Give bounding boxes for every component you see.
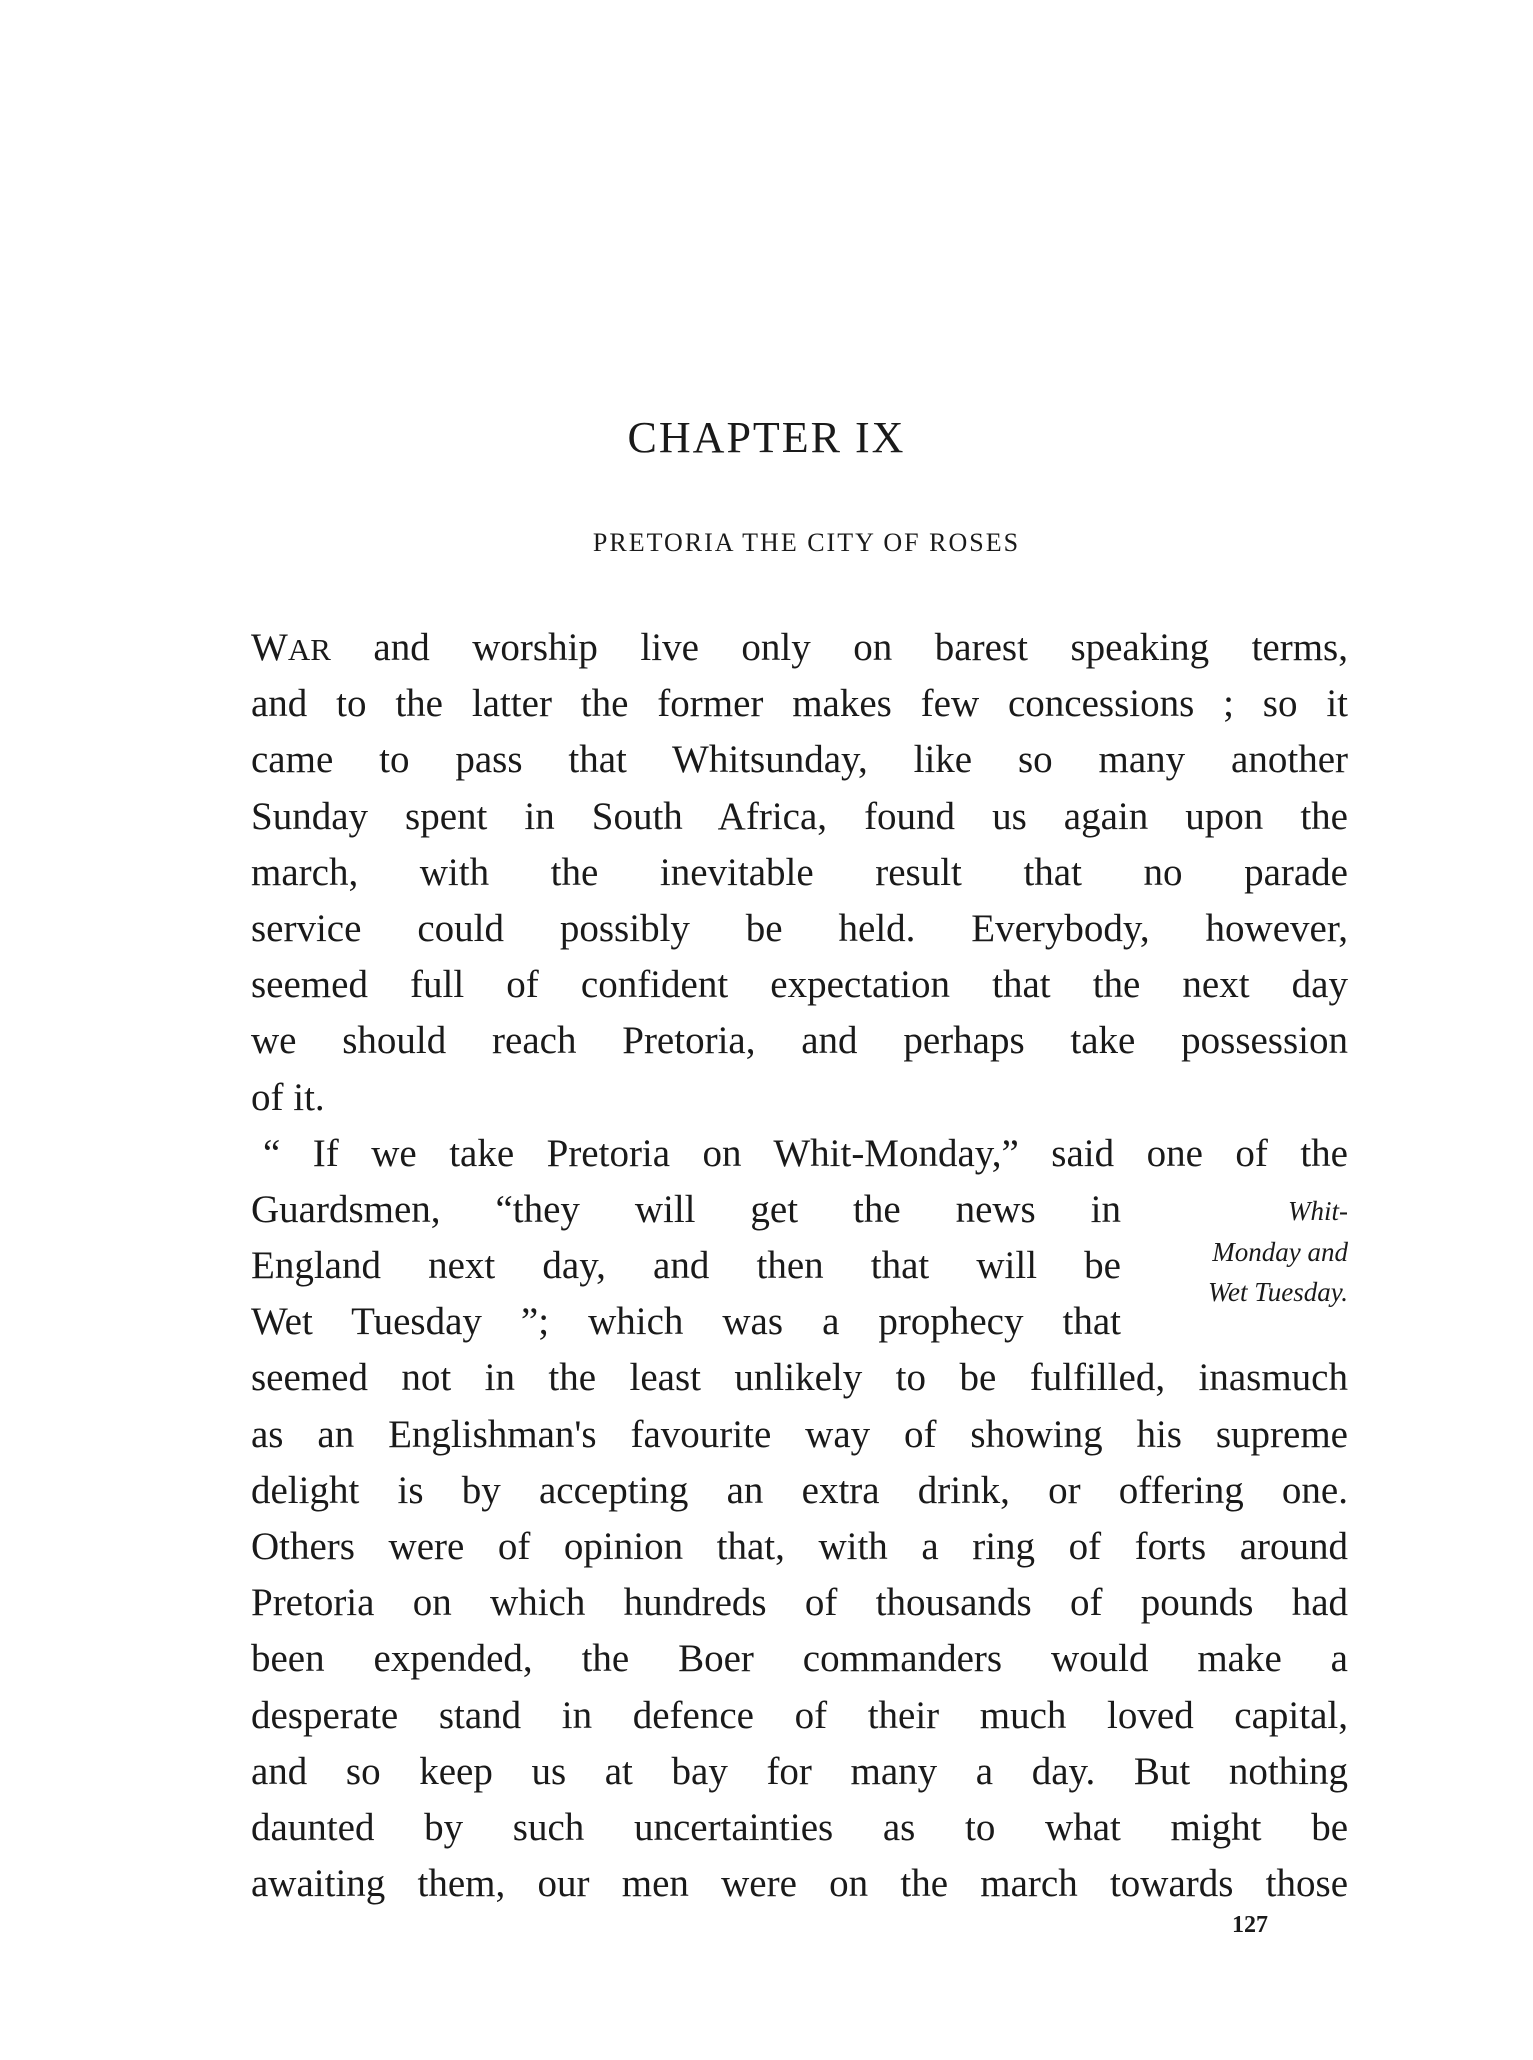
body-text: [251, 620, 1348, 1912]
marginal-note-line: Monday and: [1212, 1237, 1348, 1267]
text-line: [251, 620, 1348, 676]
chapter-subtitle: PRETORIA THE CITY OF ROSES: [592, 528, 1021, 557]
marginal-note-line: Wet Tuesday.: [1207, 1277, 1348, 1307]
text-line: seemed not in the least unlikely to be fulfilled, inasmuch: [251, 1356, 1348, 1400]
text-line: Sunday spent in South Africa, found us again upon the: [251, 794, 1348, 838]
text-line: came to pass that Whitsunday, like so many another: [251, 738, 1348, 782]
line-text: and worship live only on barest speaking terms,: [330, 626, 1348, 669]
marginal-note-line: Whit-: [1288, 1196, 1348, 1226]
text-line: service could possibly be held. Everybody, however,: [251, 906, 1348, 950]
text-line: Others were of opinion that, with a ring of forts around: [251, 1525, 1348, 1568]
text-line: been expended, the Boer commanders would make a: [251, 1637, 1348, 1681]
text-line: “ If we take Pretoria on Whit-Monday,” said one of the: [263, 1131, 1348, 1175]
text-line: and to the latter the former makes few concessions ; so it: [251, 682, 1348, 726]
text-line: we should reach Pretoria, and perhaps take possession: [251, 1019, 1348, 1063]
text-line: awaiting them, our men were on the march towards those: [251, 1862, 1348, 1906]
drop-initial: W: [251, 626, 288, 669]
text-line: and so keep us at bay for many a day. But nothing: [251, 1749, 1348, 1793]
text-line: seemed full of confident expectation that the next day: [251, 963, 1348, 1007]
text-line: delight is by accepting an extra drink, or offering one.: [251, 1468, 1348, 1512]
text-line: Pretoria on which hundreds of thousands of pounds had: [251, 1581, 1348, 1625]
text-line: as an Englishman's favourite way of showing his supreme: [251, 1412, 1348, 1456]
text-line: Wet Tuesday ”; which was a prophecy that: [251, 1300, 1121, 1344]
text-line: Guardsmen, “they will get the news in: [251, 1187, 1121, 1231]
chapter-title: CHAPTER IX: [627, 413, 906, 462]
text-line: desperate stand in defence of their much loved capital,: [251, 1693, 1348, 1737]
text-line: of it.: [251, 1075, 325, 1119]
text-line: England next day, and then that will be: [251, 1244, 1121, 1288]
page-number: 127: [1232, 1912, 1268, 1938]
small-caps: AR: [287, 632, 331, 667]
text-line: daunted by such uncertainties as to what might be: [251, 1805, 1348, 1849]
text-line: march, with the inevitable result that no parade: [251, 850, 1348, 894]
